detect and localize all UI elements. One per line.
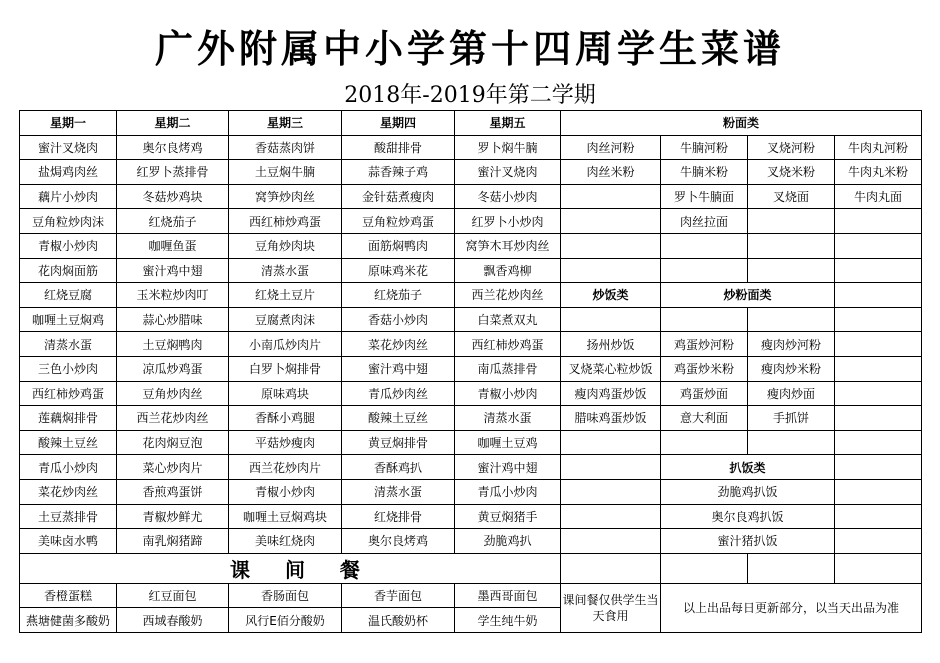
weekday-dish: 清蒸水蛋 (342, 479, 455, 504)
fried-dish: 扬州炒饭 (561, 332, 661, 357)
noodle-dish (561, 233, 661, 258)
menu-table (19, 110, 922, 633)
weekday-dish: 蒜香辣子鸡 (342, 160, 455, 185)
weekday-dish: 奥尔良烤鸡 (342, 529, 455, 554)
table-row (20, 184, 922, 209)
weekday-dish: 三色小炒肉 (20, 356, 117, 381)
weekday-dish: 豆角炒肉块 (229, 233, 342, 258)
empty-cell (561, 479, 661, 504)
table-row (20, 455, 922, 480)
weekday-dish: 咖喱土豆鸡 (455, 430, 561, 455)
break-item: 燕塘健菌多酸奶 (20, 608, 117, 633)
empty-cell (835, 529, 922, 554)
break-item: 风行E佰分酸奶 (229, 608, 342, 633)
table-row (20, 356, 922, 381)
table-row (20, 135, 922, 160)
table-row (20, 307, 922, 332)
table-row (20, 332, 922, 357)
fried-dish: 瘦肉炒面 (748, 381, 835, 406)
weekday-dish: 清蒸水蛋 (455, 406, 561, 431)
weekday-dish: 盐焗鸡肉丝 (20, 160, 117, 185)
fried-dish: 鸡蛋炒河粉 (661, 332, 748, 357)
table-row (20, 258, 922, 283)
weekday-dish: 青瓜小炒肉 (455, 479, 561, 504)
noodle-dish: 叉烧河粉 (748, 135, 835, 160)
break-item: 西域春酸奶 (117, 608, 229, 633)
break-item: 温氏酸奶杯 (342, 608, 455, 633)
weekday-dish: 菜花炒肉丝 (20, 479, 117, 504)
table-row (20, 209, 922, 234)
noodle-dish (748, 258, 835, 283)
weekday-dish: 西兰花炒肉丝 (117, 406, 229, 431)
weekday-dish: 蒜心炒腊味 (117, 307, 229, 332)
noodle-dish: 肉丝河粉 (561, 135, 661, 160)
weekday-dish: 土豆焖鸭肉 (117, 332, 229, 357)
weekday-dish: 美味卤水鸭 (20, 529, 117, 554)
break-item: 香肠面包 (229, 583, 342, 608)
weekday-dish: 西红柿炒鸡蛋 (229, 209, 342, 234)
noodle-dish (748, 209, 835, 234)
weekday-dish: 蜜汁鸡中翅 (455, 455, 561, 480)
weekday-dish: 咖喱土豆焖鸡块 (229, 504, 342, 529)
noodle-dish: 肉丝米粉 (561, 160, 661, 185)
weekday-dish: 白罗卜焖排骨 (229, 356, 342, 381)
weekday-dish: 香煎鸡蛋饼 (117, 479, 229, 504)
empty-cell (835, 307, 922, 332)
weekday-dish: 冬菇炒鸡块 (117, 184, 229, 209)
weekday-dish: 莲藕焖排骨 (20, 406, 117, 431)
fried-dish (835, 356, 922, 381)
noodle-dish (561, 209, 661, 234)
fried-dish: 鸡蛋炒米粉 (661, 356, 748, 381)
weekday-dish: 平菇炒瘦肉 (229, 430, 342, 455)
weekday-dish: 红烧茄子 (117, 209, 229, 234)
section-break-header: 课 间 餐 (20, 553, 561, 583)
fried-dish: 意大利面 (661, 406, 748, 431)
weekday-dish: 土豆蒸排骨 (20, 504, 117, 529)
empty-cell (748, 307, 835, 332)
noodle-dish (835, 258, 922, 283)
table-row (20, 504, 922, 529)
empty-cell (835, 455, 922, 480)
break-row (20, 583, 922, 608)
break-header-row (20, 553, 922, 583)
fried-dish (561, 430, 661, 455)
weekday-dish: 青椒小炒肉 (20, 233, 117, 258)
weekday-dish: 玉米粒炒肉叮 (117, 283, 229, 308)
weekday-dish: 藕片小炒肉 (20, 184, 117, 209)
noodle-dish: 牛肉丸米粉 (835, 160, 922, 185)
weekday-dish: 花肉焖面筋 (20, 258, 117, 283)
break-item: 学生纯牛奶 (455, 608, 561, 633)
weekday-dish: 豆角粒炒鸡蛋 (342, 209, 455, 234)
empty-cell (561, 455, 661, 480)
noodle-dish (561, 184, 661, 209)
fried-dish (661, 430, 748, 455)
grilled-dish: 劲脆鸡扒饭 (661, 479, 835, 504)
noodle-dish (661, 233, 748, 258)
weekday-dish: 青瓜炒肉丝 (342, 381, 455, 406)
table-row (20, 529, 922, 554)
fried-dish: 叉烧菜心粒炒饭 (561, 356, 661, 381)
table-row (20, 479, 922, 504)
weekday-dish: 红烧茄子 (342, 283, 455, 308)
weekday-dish: 青瓜小炒肉 (20, 455, 117, 480)
weekday-dish: 西兰花炒肉片 (229, 455, 342, 480)
grilled-dish: 蜜汁猪扒饭 (661, 529, 835, 554)
weekday-dish: 香菇小炒肉 (342, 307, 455, 332)
semester-subtitle: 2018年-2019年第二学期 (344, 83, 596, 108)
empty-cell (661, 553, 748, 583)
weekday-dish: 红烧排骨 (342, 504, 455, 529)
weekday-dish: 蜜汁鸡中翅 (117, 258, 229, 283)
weekday-dish: 青椒炒鲜尤 (117, 504, 229, 529)
weekday-dish: 黄豆焖排骨 (342, 430, 455, 455)
weekday-dish: 面筋焖鸭肉 (342, 233, 455, 258)
weekday-dish: 青椒小炒肉 (455, 381, 561, 406)
header-row (20, 111, 922, 136)
empty-cell (561, 504, 661, 529)
table-row (20, 233, 922, 258)
fried-dish (835, 381, 922, 406)
break-note: 课间餐仅供学生当天食用 (561, 583, 661, 632)
fried-dish: 瘦肉鸡蛋炒饭 (561, 381, 661, 406)
weekday-dish: 青椒小炒肉 (229, 479, 342, 504)
noodle-dish (835, 209, 922, 234)
weekday-dish: 豆角粒炒肉沫 (20, 209, 117, 234)
empty-cell (561, 553, 661, 583)
page-title: 广外附属中小学第十四周学生菜谱 (154, 26, 785, 71)
weekday-dish: 原味鸡块 (229, 381, 342, 406)
weekday-dish: 西红柿炒鸡蛋 (20, 381, 117, 406)
weekday-dish: 蜜汁叉烧肉 (455, 160, 561, 185)
fried-dish: 瘦肉炒米粉 (748, 356, 835, 381)
weekday-dish: 菜心炒肉片 (117, 455, 229, 480)
weekday-dish: 豆腐煮肉沫 (229, 307, 342, 332)
weekday-header: 星期二 (117, 111, 229, 136)
weekday-dish: 红烧豆腐 (20, 283, 117, 308)
weekday-dish: 西红柿炒鸡蛋 (455, 332, 561, 357)
fried-dish (835, 406, 922, 431)
table-row (20, 283, 922, 308)
fried-dish: 手抓饼 (748, 406, 835, 431)
noodle-dish: 牛肉丸面 (835, 184, 922, 209)
weekday-dish: 花肉焖豆泡 (117, 430, 229, 455)
noodle-dish: 肉丝拉面 (661, 209, 748, 234)
weekday-dish: 咖喱鱼蛋 (117, 233, 229, 258)
break-item: 香芋面包 (342, 583, 455, 608)
weekday-dish: 美味红烧肉 (229, 529, 342, 554)
empty-cell (561, 529, 661, 554)
weekday-dish: 窝笋炒肉丝 (229, 184, 342, 209)
weekday-dish: 香酥鸡扒 (342, 455, 455, 480)
weekday-dish: 南乳焖猪蹄 (117, 529, 229, 554)
weekday-dish: 红罗卜蒸排骨 (117, 160, 229, 185)
fried-dish (835, 332, 922, 357)
empty-cell (661, 307, 748, 332)
empty-cell (835, 504, 922, 529)
noodle-dish: 叉烧面 (748, 184, 835, 209)
weekday-dish: 飘香鸡柳 (455, 258, 561, 283)
table-row (20, 381, 922, 406)
weekday-dish: 清蒸水蛋 (229, 258, 342, 283)
noodle-dish (835, 233, 922, 258)
weekday-dish: 香酥小鸡腿 (229, 406, 342, 431)
weekday-dish: 罗卜焖牛腩 (455, 135, 561, 160)
weekday-dish: 奥尔良烤鸡 (117, 135, 229, 160)
noodle-dish: 罗卜牛腩面 (661, 184, 748, 209)
weekday-dish: 蜜汁叉烧肉 (20, 135, 117, 160)
break-item: 香橙蛋糕 (20, 583, 117, 608)
empty-cell (835, 479, 922, 504)
break-item: 墨西哥面包 (455, 583, 561, 608)
table-row (20, 160, 922, 185)
section-fried-noodles-header: 炒粉面类 (661, 283, 835, 308)
noodle-dish: 牛腩米粉 (661, 160, 748, 185)
weekday-dish: 窝笋木耳炒肉丝 (455, 233, 561, 258)
weekday-dish: 白菜煮双丸 (455, 307, 561, 332)
fried-dish: 瘦肉炒河粉 (748, 332, 835, 357)
empty-cell (835, 553, 922, 583)
empty-cell (748, 553, 835, 583)
noodle-dish (748, 233, 835, 258)
weekday-header: 星期四 (342, 111, 455, 136)
table-row (20, 406, 922, 431)
noodle-dish (661, 258, 748, 283)
fried-dish: 鸡蛋炒面 (661, 381, 748, 406)
section-grilled-rice-header: 扒饭类 (661, 455, 835, 480)
update-note: 以上出品每日更新部分，以当天出品为准 (661, 583, 922, 632)
weekday-dish: 酸辣土豆丝 (20, 430, 117, 455)
empty-cell (835, 283, 922, 308)
weekday-dish: 小南瓜炒肉片 (229, 332, 342, 357)
fried-dish (748, 430, 835, 455)
empty-cell (561, 307, 661, 332)
break-item: 红豆面包 (117, 583, 229, 608)
weekday-dish: 蜜汁鸡中翅 (342, 356, 455, 381)
weekday-header: 星期三 (229, 111, 342, 136)
weekday-dish: 清蒸水蛋 (20, 332, 117, 357)
weekday-dish: 豆角炒肉丝 (117, 381, 229, 406)
weekday-dish: 香菇蒸肉饼 (229, 135, 342, 160)
section-noodles-header: 粉面类 (561, 111, 922, 136)
weekday-dish: 黄豆焖猪手 (455, 504, 561, 529)
weekday-dish: 凉瓜炒鸡蛋 (117, 356, 229, 381)
section-fried-rice-header: 炒饭类 (561, 283, 661, 308)
noodle-dish (561, 258, 661, 283)
weekday-dish: 红烧土豆片 (229, 283, 342, 308)
weekday-dish: 西兰花炒肉丝 (455, 283, 561, 308)
weekday-dish: 劲脆鸡扒 (455, 529, 561, 554)
weekday-dish: 菜花炒肉丝 (342, 332, 455, 357)
weekday-dish: 土豆焖牛腩 (229, 160, 342, 185)
fried-dish: 腊味鸡蛋炒饭 (561, 406, 661, 431)
weekday-dish: 咖喱土豆焖鸡 (20, 307, 117, 332)
weekday-dish: 酸辣土豆丝 (342, 406, 455, 431)
grilled-dish: 奥尔良鸡扒饭 (661, 504, 835, 529)
noodle-dish: 牛肉丸河粉 (835, 135, 922, 160)
weekday-dish: 南瓜蒸排骨 (455, 356, 561, 381)
noodle-dish: 牛腩河粉 (661, 135, 748, 160)
weekday-dish: 原味鸡米花 (342, 258, 455, 283)
noodle-dish: 叉烧米粉 (748, 160, 835, 185)
weekday-dish: 酸甜排骨 (342, 135, 455, 160)
weekday-dish: 冬菇小炒肉 (455, 184, 561, 209)
weekday-dish: 金针菇煮瘦肉 (342, 184, 455, 209)
weekday-header: 星期五 (455, 111, 561, 136)
fried-dish (835, 430, 922, 455)
weekday-header: 星期一 (20, 111, 117, 136)
table-row (20, 430, 922, 455)
weekday-dish: 红罗卜小炒肉 (455, 209, 561, 234)
